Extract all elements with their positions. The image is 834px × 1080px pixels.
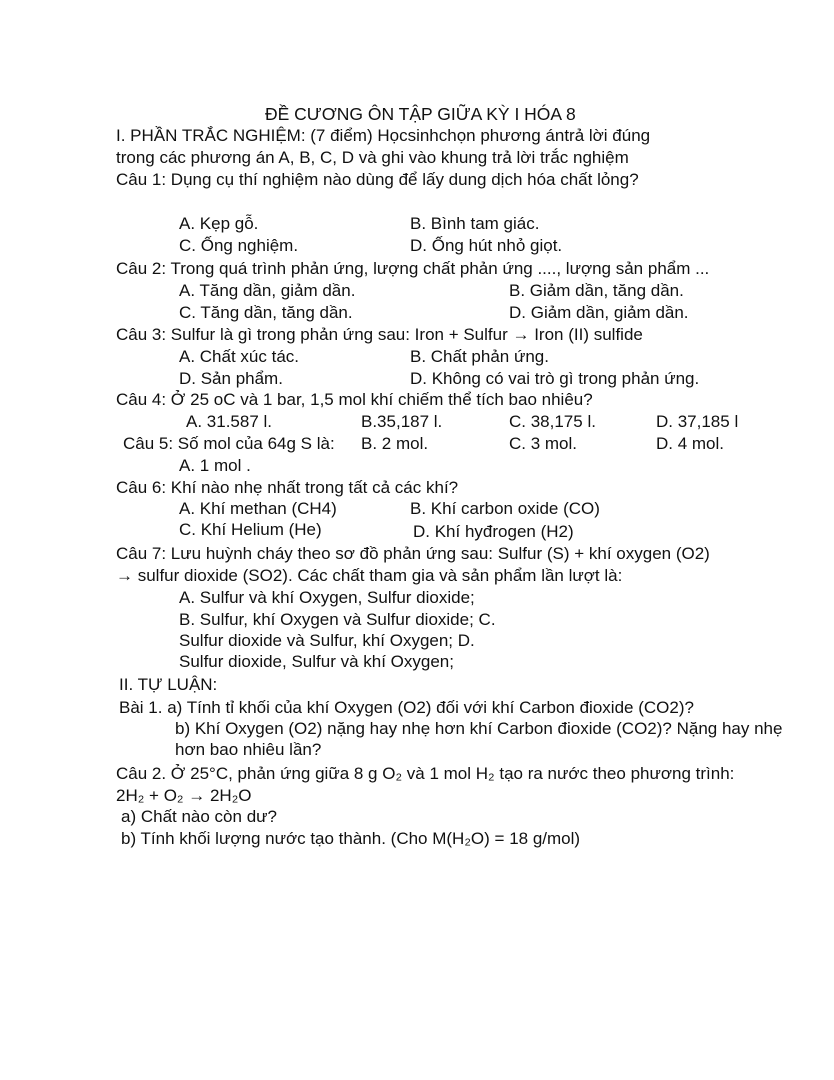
q6-option-c: C. Khí Helium (He) bbox=[179, 520, 322, 539]
q4-option-c: C. 38,175 l. bbox=[509, 412, 596, 431]
q5-option-c: C. 3 mol. bbox=[509, 434, 578, 453]
question-7: Câu 7: Lưu huỳnh cháy theo sơ đồ phản ứng sau: Sulfur (S) + khí oxygen (O2) bbox=[116, 544, 710, 563]
q2-option-b: B. Giảm dần, tăng dần. bbox=[509, 281, 684, 300]
q1-option-b: B. Bình tam giác. bbox=[410, 214, 540, 233]
q3-option-d: D. Không có vai trò gì trong phản ứng. bbox=[410, 369, 700, 388]
q7-option-d: Sulfur dioxide, Sulfur và khí Oxygen; bbox=[179, 652, 454, 671]
question-1: Câu 1: Dụng cụ thí nghiệm nào dùng để lấy dung dịch hóa chất lỏng? bbox=[116, 170, 639, 189]
question-5: Câu 5: Số mol của 64g S là: bbox=[123, 434, 335, 453]
q6-option-d: D. Khí hyđrogen (H2) bbox=[413, 522, 574, 541]
exercise-2-equation: 2H₂ + O₂ → 2H₂O bbox=[116, 786, 252, 805]
q1-option-c: C. Ống nghiệm. bbox=[179, 236, 299, 255]
q6-option-b: B. Khí carbon oxide (CO) bbox=[410, 499, 600, 518]
q5-option-a: A. 1 mol . bbox=[179, 456, 251, 475]
q2-option-a: A. Tăng dần, giảm dần. bbox=[179, 281, 356, 300]
part2-heading: II. TỰ LUẬN: bbox=[119, 675, 218, 694]
q1-option-a: A. Kẹp gỗ. bbox=[179, 214, 259, 233]
part1-heading: I. PHẦN TRẮC NGHIỆM: (7 điểm) Họcsinhchọn phương ántrả lời đúng bbox=[116, 126, 651, 145]
exercise-2: Câu 2. Ở 25°C, phản ứng giữa 8 g O₂ và 1 mol H₂ tạo ra nước theo phương trình: bbox=[116, 764, 735, 783]
q7-option-b: B. Sulfur, khí Oxygen và Sulfur dioxide; C. bbox=[179, 610, 496, 629]
exercise-2a: a) Chất nào còn dư? bbox=[121, 807, 277, 826]
q4-option-b: B.35,187 l. bbox=[361, 412, 443, 431]
q5-option-b: B. 2 mol. bbox=[361, 434, 429, 453]
question-3: Câu 3: Sulfur là gì trong phản ứng sau: Iron + Sulfur → Iron (II) sulfide bbox=[116, 325, 643, 344]
question-7-continued: → sulfur dioxide (SO2). Các chất tham gia và sản phẩm lần lượt là: bbox=[116, 566, 623, 585]
q7-option-a: A. Sulfur và khí Oxygen, Sulfur dioxide; bbox=[179, 588, 475, 607]
q4-option-d: D. 37,185 l bbox=[656, 412, 739, 431]
q4-option-a: A. 31.587 l. bbox=[186, 412, 273, 431]
q5-option-d: D. 4 mol. bbox=[656, 434, 725, 453]
exercise-1b-continued: hơn bao nhiêu lần? bbox=[175, 740, 322, 759]
q3-option-c: D. Sản phẩm. bbox=[179, 369, 283, 388]
question-2: Câu 2: Trong quá trình phản ứng, lượng chất phản ứng ...., lượng sản phẩm ... bbox=[116, 259, 710, 278]
question-6: Câu 6: Khí nào nhẹ nhất trong tất cả các khí? bbox=[116, 478, 459, 497]
q3-option-a: A. Chất xúc tác. bbox=[179, 347, 299, 366]
q6-option-a: A. Khí methan (CH4) bbox=[179, 499, 337, 518]
q3-option-b: B. Chất phản ứng. bbox=[410, 347, 549, 366]
exercise-1b: b) Khí Oxygen (O2) nặng hay nhẹ hơn khí Carbon đioxide (CO2)? Nặng hay nhẹ bbox=[175, 719, 783, 738]
q7-option-c: Sulfur dioxide và Sulfur, khí Oxygen; D. bbox=[179, 631, 475, 650]
exercise-1a: Bài 1. a) Tính tỉ khối của khí Oxygen (O2) đối với khí Carbon đioxide (CO2)? bbox=[119, 698, 694, 717]
document-title: ĐỀ CƯƠNG ÔN TẬP GIỮA KỲ I HÓA 8 bbox=[265, 104, 576, 124]
q2-option-d: D. Giảm dần, giảm dần. bbox=[509, 303, 689, 322]
q2-option-c: C. Tăng dần, tăng dần. bbox=[179, 303, 353, 322]
part1-instruction: trong các phương án A, B, C, D và ghi vào khung trả lời trắc nghiệm bbox=[116, 148, 629, 167]
q1-option-d: D. Ống hút nhỏ giọt. bbox=[410, 236, 563, 255]
question-4: Câu 4: Ở 25 oC và 1 bar, 1,5 mol khí chiếm thể tích bao nhiêu? bbox=[116, 390, 593, 409]
exercise-2b: b) Tính khối lượng nước tạo thành. (Cho M(H₂O) = 18 g/mol) bbox=[121, 829, 581, 848]
